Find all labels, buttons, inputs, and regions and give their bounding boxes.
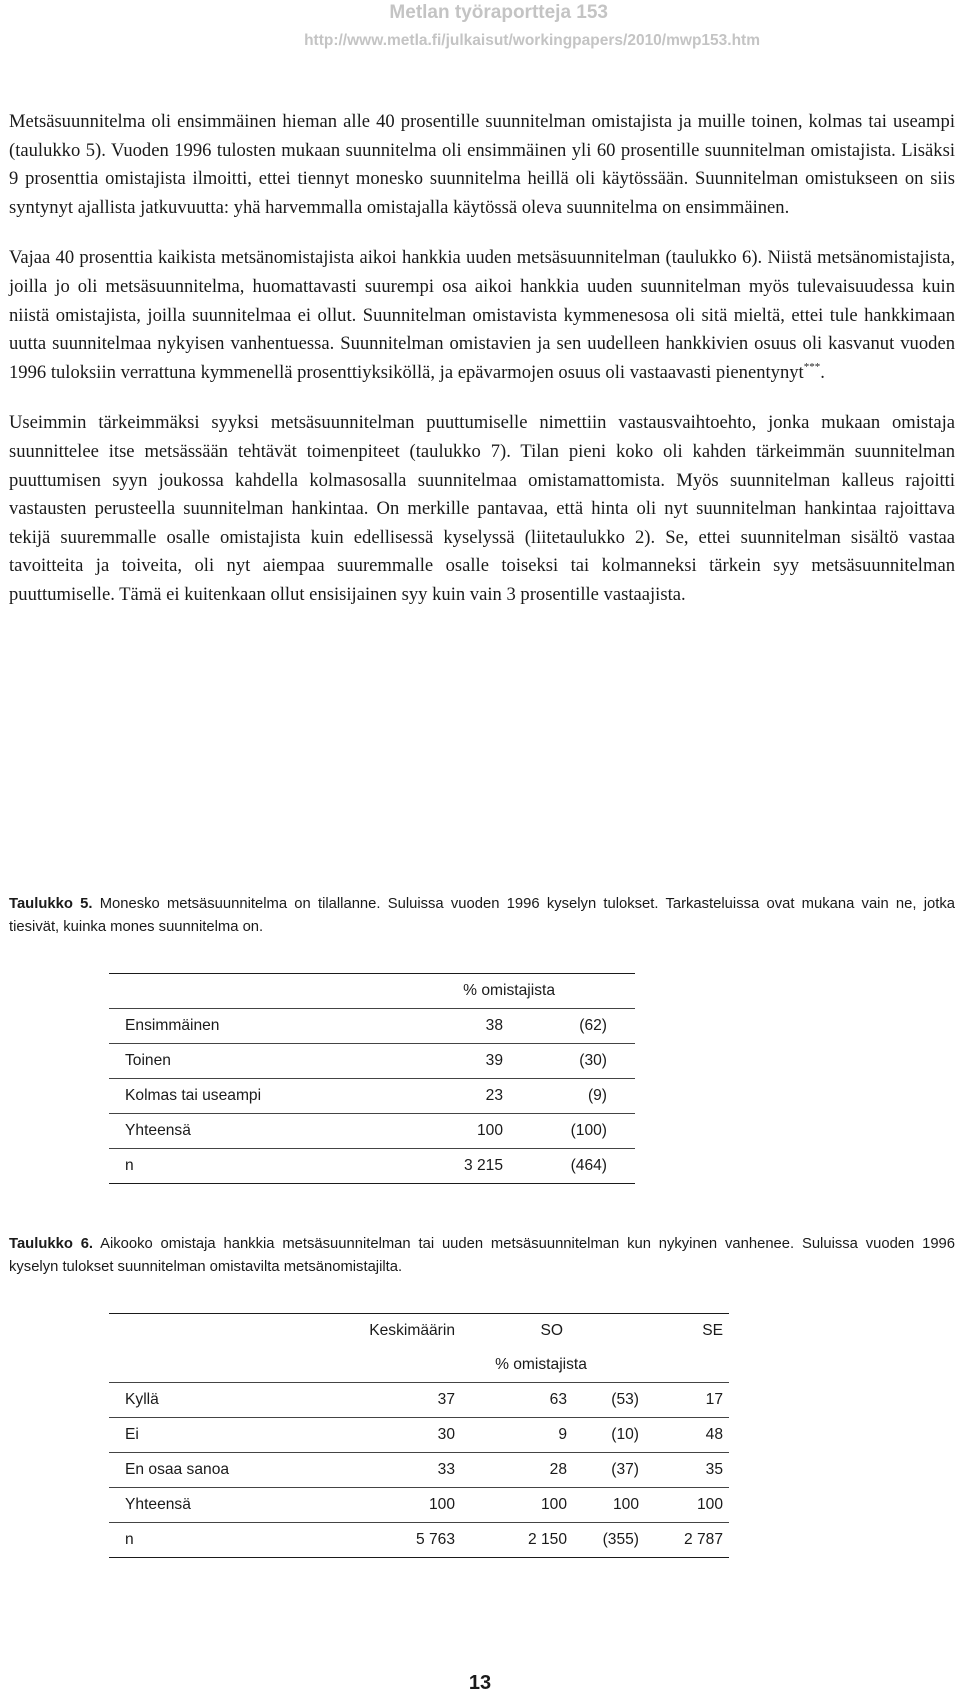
se-value: 48 [645,1418,729,1453]
avg-value: 30 [335,1418,461,1453]
row-prev-value: (30) [509,1044,635,1079]
row-label: Kyllä [109,1383,335,1418]
paragraph-1: Metsäsuunnitelma oli ensimmäinen hieman alle 40 prosentille suunnitelman omistajista ja muille toinen, kolmas tai useampi (taulukko 5). Vuoden 1996 tulosten mukaan suunnitelma oli ensimmäinen yli 60 prosentille suunnitelman omistajista. Lisäksi 9 prosenttia omistajista ilmoitti, ettei tiennyt monesko suunnitelma heillä oli käytössään. Suunnitelman omistukseen on siis syntynyt ajallista jatkuvuutta: yhä harvemmalla omistajalla käytössä oleva suunnitelma on ensimmäinen. [9,111,955,218]
unit-label: % omistajista [495,1356,587,1373]
row-value: 100 [399,1114,509,1149]
table6 [109,1313,729,1558]
table6-unit-row [109,1348,729,1383]
row-prev-value: (62) [509,1009,635,1044]
so-value: 100 [461,1488,573,1523]
row-prev-value: (9) [509,1079,635,1114]
table6-header-row [109,1314,729,1349]
so-prev-value: (10) [573,1418,645,1453]
row-label: Yhteensä [109,1114,399,1149]
series-title: Metlan työraportteja 153 [389,2,608,23]
table5-caption [9,893,955,939]
table6-caption-text: Aikooko omistaja hankkia metsäsuunnitelman tai uuden metsäsuunnitelman kun nykyinen vanhenee. Suluissa vuoden 1996 kyselyn tulokset suunnitelman omistavilta metsänomistajilta. [9,1236,956,1275]
se-value: 100 [645,1488,729,1523]
so-value: 9 [461,1418,573,1453]
so-prev-value: (37) [573,1453,645,1488]
table-row [109,1114,635,1149]
table-row [109,1149,635,1184]
row-label: n [109,1149,399,1184]
page-number: 13 [468,1672,492,1694]
so-value: 63 [461,1383,573,1418]
col-header-se: SE [645,1314,729,1349]
table-row [109,1009,635,1044]
table-row [109,1523,729,1558]
body-text [9,108,955,632]
significance-marker: *** [803,360,821,373]
so-value: 2 150 [461,1523,573,1558]
row-value: 39 [399,1044,509,1079]
table5-col-header: % omistajista [399,974,635,1009]
table5-caption-text: Monesko metsäsuunnitelma on tilallanne. Suluissa vuoden 1996 kyselyn tulokset. Tarkasteluissa ovat mukana vain ne, jotka tiesivät, kuinka mones suunnitelma on. [9,896,955,935]
col-header-so: SO [461,1314,573,1349]
row-label: n [109,1523,335,1558]
table-row [109,1079,635,1114]
so-prev-value: (355) [573,1523,645,1558]
avg-value: 33 [335,1453,461,1488]
row-prev-value: (464) [509,1149,635,1184]
header-url[interactable]: http://www.metla.fi/julkaisut/workingpapers/2010/mwp153.htm [304,32,760,49]
se-value: 2 787 [645,1523,729,1558]
so-prev-value: (53) [573,1383,645,1418]
table-row [109,1418,729,1453]
row-prev-value: (100) [509,1114,635,1149]
table5-header-row [109,974,635,1009]
row-value: 3 215 [399,1149,509,1184]
so-value: 28 [461,1453,573,1488]
row-label: Ei [109,1418,335,1453]
table-row [109,1044,635,1079]
table-row [109,1453,729,1488]
table5-label: Taulukko 5. [9,896,93,912]
table-row [109,1488,729,1523]
avg-value: 5 763 [335,1523,461,1558]
row-label: Ensimmäinen [109,1009,399,1044]
paragraph-2-end: . [820,361,825,383]
so-prev-value: 100 [573,1488,645,1523]
se-value: 35 [645,1453,729,1488]
col-header-avg: Keskimäärin [335,1314,461,1349]
table5 [109,973,635,1184]
row-label: Toinen [109,1044,399,1079]
table-row [109,1383,729,1418]
row-value: 38 [399,1009,509,1044]
se-value: 17 [645,1383,729,1418]
paragraph-2 [9,244,955,387]
row-label: Yhteensä [109,1488,335,1523]
row-label: Kolmas tai useampi [109,1079,399,1114]
paragraph-2-text: Vajaa 40 prosenttia kaikista metsänomistajista aikoi hankkia uuden metsäsuunnitelman (taulukko 6). Niistä metsänomistajista, joilla jo oli metsäsuunnitelma, huomattavasti suurempi osa aikoi hankkia uuden suunnitelman myös tulevaisuudessa kuin niistä omistajista, joilla suunnitelmaa ei ollut. Suunnitelman omistavista kymmenesosa oli sitä mieltä, ettei tule hankkimaan uutta suunnitelmaa nykyisen vanhentuessa. Suunnitelman omistavien ja sen uudelleen hankkivien osuus oli kasvanut vuoden 1996 tuloksiin verrattuna kymmenellä prosenttiyksiköllä, ja epävarmojen osuus oli vastaavasti pienentynyt [9,247,955,383]
avg-value: 37 [335,1383,461,1418]
avg-value: 100 [335,1488,461,1523]
table6-caption [9,1233,955,1279]
row-value: 23 [399,1079,509,1114]
row-label: En osaa sanoa [109,1453,335,1488]
paragraph-3: Useimmin tärkeimmäksi syyksi metsäsuunnitelman puuttumiselle nimettiin vastausvaihtoehto, jonka mukaan omistaja suunnittelee itse metsässään tehtävät toimenpiteet (taulukko 7). Tilan pieni koko oli kahden tärkeimmän suunnitelman puuttumisen syyn joukossa kahdella kolmasosalla suunnitelmaa omistamattomista. Myös suunnitelman kalleus rajoitti vastausten perusteella suunnitelman hankintaa. On merkille pantavaa, että hinta oli nyt suunnitelman hankintaa rajoittava tekijä suuremmalle osalle omistajista kuin edellisessä kyselyssä (liitetaulukko 2). Se, ettei suunnitelman sisältö vastaa tavoitteita ja toiveita, oli nyt aiempaa suuremmalle osalle toiseksi tai kolmanneksi tärkein syy metsäsuunnitelman puuttumiselle. Tämä ei kuitenkaan ollut ensisijainen syy kuin vain 3 prosentille vastaajista. [9,412,955,605]
table6-label: Taulukko 6. [9,1236,94,1252]
